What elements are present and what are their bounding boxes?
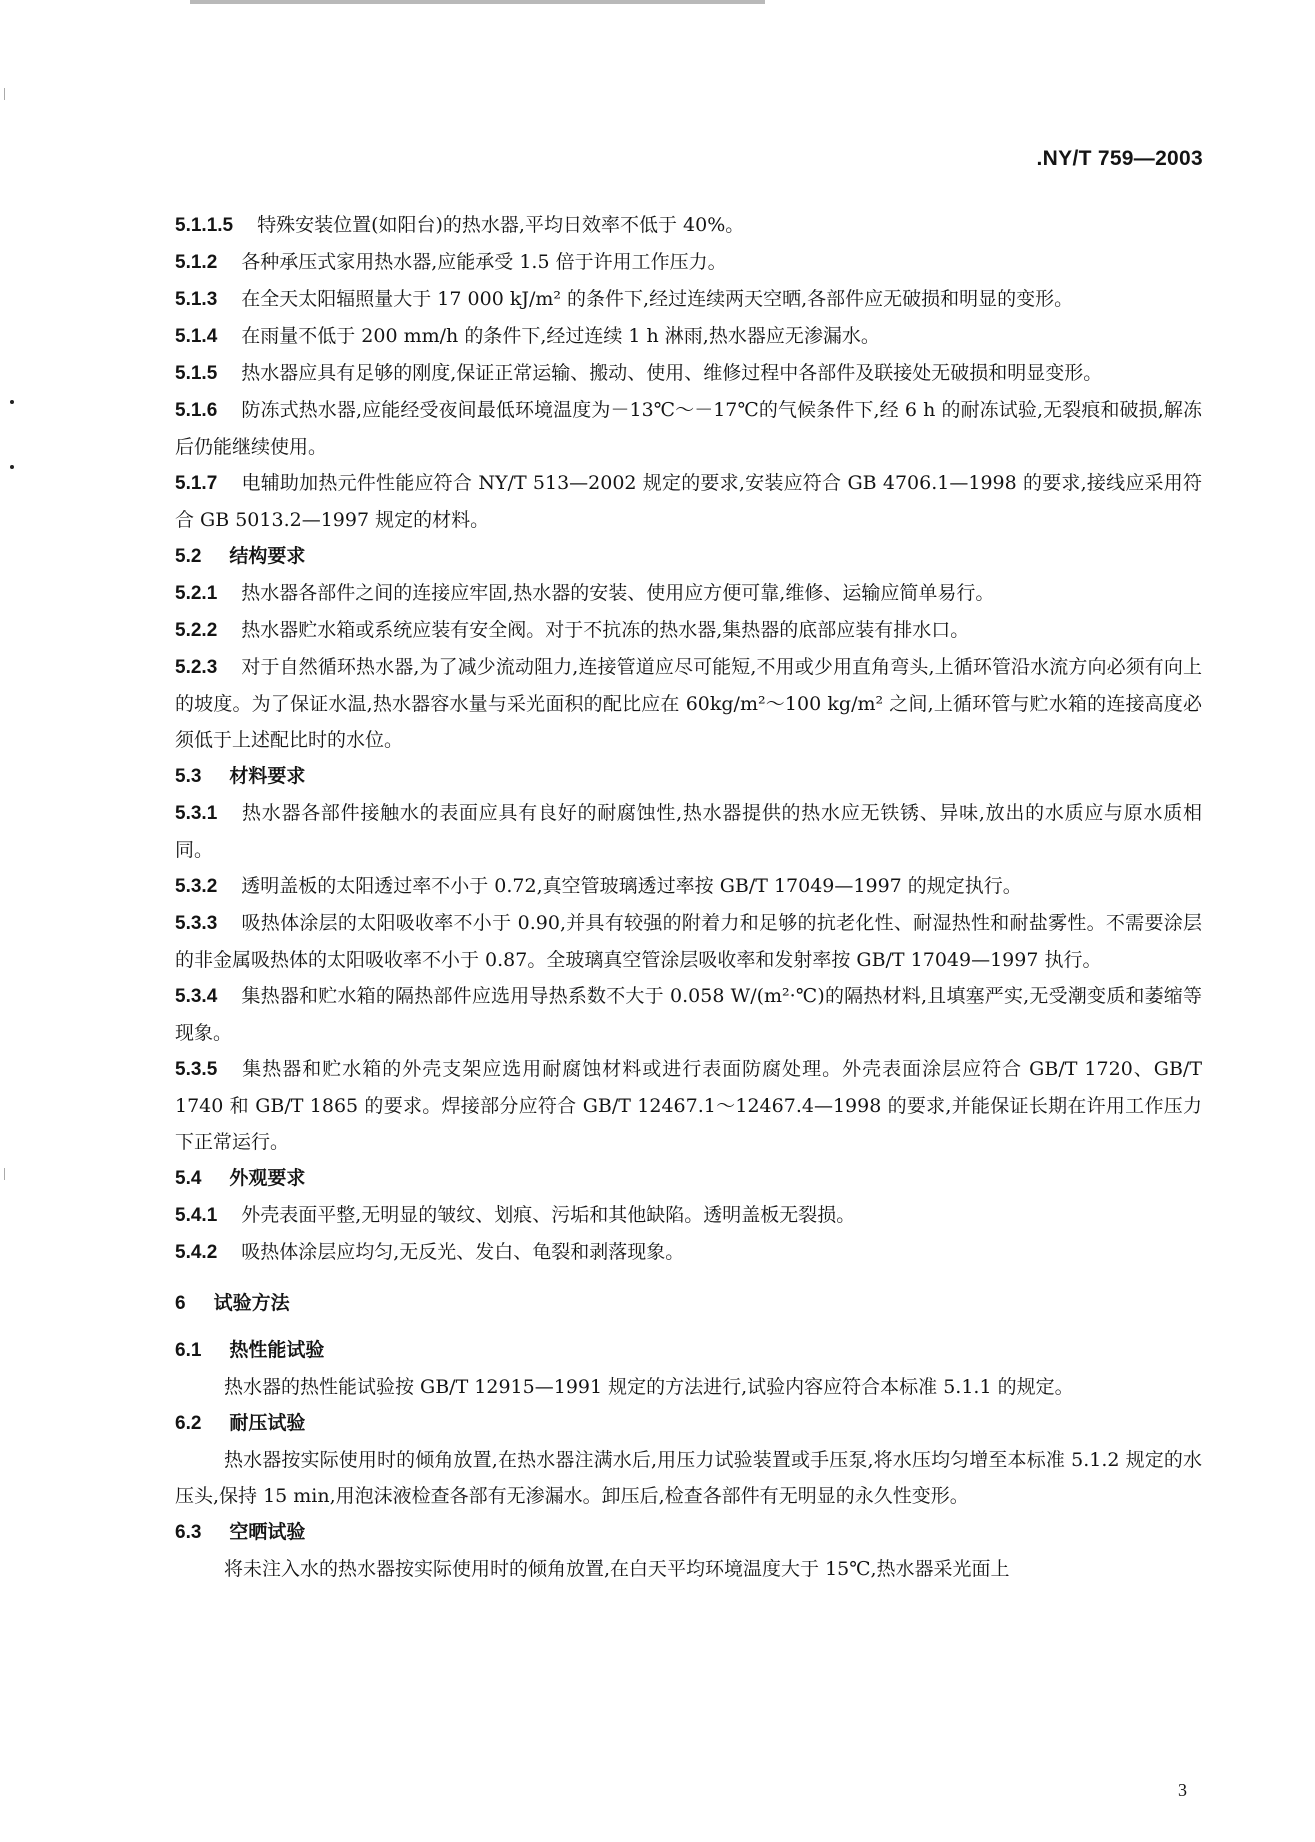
clause-5-3-2: [175, 868, 1202, 905]
clause-5-1-5: [175, 355, 1202, 392]
section-number: 5.3: [175, 766, 202, 787]
section-text-6-1: 热水器的热性能试验按 GB/T 12915—1991 规定的方法进行,试验内容应符合本标准 5.1.1 的规定。: [224, 1376, 1074, 1398]
section-title: 热性能试验: [229, 1339, 325, 1361]
scan-edge-mark: [4, 1168, 5, 1180]
clause-number: 5.3.3: [175, 913, 218, 934]
clause-text: 特殊安装位置(如阳台)的热水器,平均日效率不低于 40%。: [257, 214, 745, 236]
section-text-6-3: 将未注入水的热水器按实际使用时的倾角放置,在白天平均环境温度大于 15℃,热水器采光面上: [224, 1558, 1010, 1580]
clause-number: 5.3.4: [175, 986, 218, 1007]
chapter-heading-6: [175, 1285, 1202, 1322]
clause-number: 5.2.2: [175, 620, 218, 641]
section-heading-5-4: [175, 1160, 1202, 1197]
scan-speck: [10, 465, 14, 469]
scan-speck: [10, 400, 14, 404]
section-heading-5-2: [175, 538, 1202, 575]
section-number: 6.3: [175, 1522, 202, 1543]
clause-text: 热水器各部件接触水的表面应具有良好的耐腐蚀性,热水器提供的热水应无铁锈、异味,放出的水质应与原水质相同。: [175, 802, 1202, 861]
clause-5-4-1: [175, 1197, 1202, 1234]
clause-text: 各种承压式家用热水器,应能承受 1.5 倍于许用工作压力。: [241, 251, 727, 273]
clause-number: 5.1.4: [175, 326, 218, 347]
clause-5-3-3: [175, 905, 1202, 978]
clause-number: 5.3.5: [175, 1059, 218, 1080]
clause-5-1-3: [175, 281, 1202, 318]
section-title: 空晒试验: [229, 1521, 306, 1543]
clause-number: 5.2.1: [175, 583, 218, 604]
clause-text: 集热器和贮水箱的隔热部件应选用导热系数不大于 0.058 W/(m²·℃)的隔热材料,且填塞严实,无受潮变质和萎缩等现象。: [175, 985, 1202, 1044]
scan-top-edge: [190, 0, 765, 4]
section-number: 6.2: [175, 1413, 202, 1434]
clause-number: 5.1.7: [175, 473, 218, 494]
scan-edge-mark: [4, 88, 5, 100]
clause-text: 热水器贮水箱或系统应装有安全阀。对于不抗冻的热水器,集热器的底部应装有排水口。: [241, 619, 970, 641]
clause-5-2-3: [175, 649, 1202, 758]
clause-text: 在雨量不低于 200 mm/h 的条件下,经过连续 1 h 淋雨,热水器应无渗漏水。: [241, 325, 880, 347]
chapter-title: 试验方法: [213, 1292, 290, 1314]
section-number: 5.2: [175, 546, 202, 567]
clause-number: 5.3.2: [175, 876, 218, 897]
clause-text: 外壳表面平整,无明显的皱纹、划痕、污垢和其他缺陷。透明盖板无裂损。: [241, 1204, 856, 1226]
clause-text: 热水器应具有足够的刚度,保证正常运输、搬动、使用、维修过程中各部件及联接处无破损和明显变形。: [241, 362, 1103, 384]
section-number: 6.1: [175, 1340, 202, 1361]
clause-5-4-2: [175, 1234, 1202, 1271]
section-heading-6-2: [175, 1405, 1202, 1442]
clause-text: 对于自然循环热水器,为了减少流动阻力,连接管道应尽可能短,不用或少用直角弯头,上循环管沿水流方向必须有向上的坡度。为了保证水温,热水器容水量与采光面积的配比应在 60kg/m²～100 kg/m² 之间,上循环管与贮水箱的连接高度必须低于上述配比时的水位。: [175, 656, 1202, 751]
clause-number: 5.2.3: [175, 657, 218, 678]
section-title: 外观要求: [229, 1167, 306, 1189]
page-number: 3: [1178, 1780, 1187, 1800]
clause-number: 5.1.5: [175, 363, 218, 384]
clause-5-3-5: [175, 1051, 1202, 1160]
clause-number: 5.4.1: [175, 1205, 218, 1226]
clause-5-2-2: [175, 612, 1202, 649]
section-title: 材料要求: [229, 765, 306, 787]
clause-5-3-4: [175, 978, 1202, 1051]
clause-number: 5.1.2: [175, 252, 218, 273]
clause-text: 电辅助加热元件性能应符合 NY/T 513—2002 规定的要求,安装应符合 GB 4706.1—1998 的要求,接线应采用符合 GB 5013.2—1997 规定的材料。: [175, 472, 1202, 531]
clause-number: 5.1.1.5: [175, 215, 234, 236]
clause-text: 吸热体涂层应均匀,无反光、发白、龟裂和剥落现象。: [241, 1241, 685, 1263]
standard-id-header: .NY/T 759—2003: [1036, 147, 1203, 170]
clause-number: 5.4.2: [175, 1242, 218, 1263]
section-number: 5.4: [175, 1168, 202, 1189]
clause-5-1-1-5: [175, 207, 1202, 244]
section-text-6-2: 热水器按实际使用时的倾角放置,在热水器注满水后,用压力试验装置或手压泵,将水压均匀增至本标准 5.1.2 规定的水压头,保持 15 min,用泡沫液检查各部有无渗漏水。卸压后,检查各部件有无明显的永久性变形。: [175, 1449, 1202, 1507]
clause-5-2-1: [175, 575, 1202, 612]
clause-text: 集热器和贮水箱的外壳支架应选用耐腐蚀材料或进行表面防腐处理。外壳表面涂层应符合 GB/T 1720、GB/T 1740 和 GB/T 1865 的要求。焊接部分应符合 GB/T 12467.1～12467.4—1998 的要求,并能保证长期在许用工作压力下正常运行。: [175, 1058, 1202, 1153]
clause-number: 5.3.1: [175, 803, 218, 824]
section-title: 结构要求: [229, 545, 306, 567]
clause-5-1-7: [175, 465, 1202, 538]
clause-text: 防冻式热水器,应能经受夜间最低环境温度为－13℃～－17℃的气候条件下,经 6 h 的耐冻试验,无裂痕和破损,解冻后仍能继续使用。: [175, 399, 1202, 458]
clause-number: 5.1.6: [175, 400, 218, 421]
clause-5-1-2: [175, 244, 1202, 281]
clause-text: 在全天太阳辐照量大于 17 000 kJ/m² 的条件下,经过连续两天空晒,各部件应无破损和明显的变形。: [241, 288, 1074, 310]
section-heading-6-3: [175, 1514, 1202, 1551]
document-body: [175, 207, 1202, 1587]
section-heading-5-3: [175, 758, 1202, 795]
clause-text: 热水器各部件之间的连接应牢固,热水器的安装、使用应方便可靠,维修、运输应简单易行。: [241, 582, 995, 604]
clause-text: 吸热体涂层的太阳吸收率不小于 0.90,并具有较强的附着力和足够的抗老化性、耐湿热性和耐盐雾性。不需要涂层的非金属吸热体的太阳吸收率不小于 0.87。全玻璃真空管涂层吸收率和发射率按 GB/T 17049—1997 执行。: [175, 912, 1202, 971]
chapter-number: 6: [175, 1293, 186, 1314]
clause-text: 透明盖板的太阳透过率不小于 0.72,真空管玻璃透过率按 GB/T 17049—1997 的规定执行。: [241, 875, 1022, 897]
clause-5-1-4: [175, 318, 1202, 355]
section-title: 耐压试验: [229, 1412, 306, 1434]
clause-5-3-1: [175, 795, 1202, 868]
clause-number: 5.1.3: [175, 289, 218, 310]
section-heading-6-1: [175, 1332, 1202, 1369]
clause-5-1-6: [175, 392, 1202, 465]
